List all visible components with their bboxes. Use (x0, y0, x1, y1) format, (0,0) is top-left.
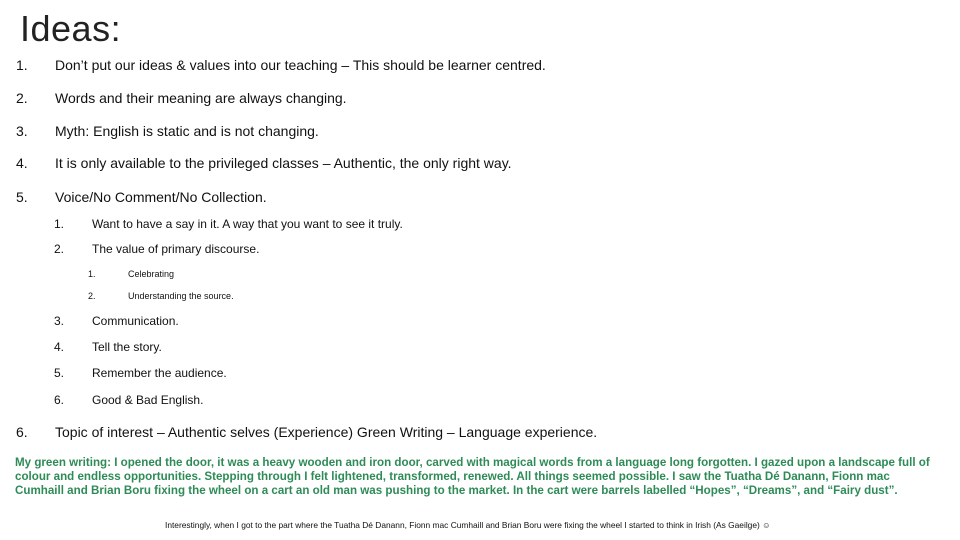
list-text: The value of primary discourse. (92, 242, 260, 256)
list-text: It is only available to the privileged classes – Authentic, the only right way. (55, 155, 512, 171)
list-number: 1. (16, 57, 28, 73)
list-text: Topic of interest – Authentic selves (Experience) Green Writing – Language experience. (55, 424, 598, 440)
list-text: Remember the audience. (92, 366, 227, 380)
list-text: Don’t put our ideas & values into our teaching – This should be learner centred. (55, 57, 546, 73)
list-number: 3. (16, 123, 28, 139)
list-text: Celebrating (128, 269, 175, 279)
list-text: Voice/No Comment/No Collection. (55, 189, 267, 205)
list-number: 1. (54, 217, 65, 231)
list-number: 3. (54, 314, 65, 328)
list-number: 2. (16, 90, 28, 106)
footnote: Interestingly, when I got to the part where the Tuatha Dé Danann, Fionn mac Cumhaill and Brian Boru were fixing the wheel I started to think in Irish (As Gaeilge) ☺ (165, 520, 771, 530)
list-number: 5. (54, 366, 65, 380)
list-number: 1. (88, 269, 96, 279)
list-text: Tell the story. (92, 340, 162, 354)
list-text: Words and their meaning are always changing. (55, 90, 347, 106)
list-text: Want to have a say in it. A way that you want to see it truly. (92, 217, 403, 231)
list-text: Good & Bad English. (92, 393, 204, 407)
list-number: 4. (54, 340, 65, 354)
list-number: 5. (16, 189, 28, 205)
list-number: 6. (16, 424, 28, 440)
list-number: 2. (54, 242, 65, 256)
list-text: Communication. (92, 314, 179, 328)
list-number: 4. (16, 155, 28, 171)
list-text: Understanding the source. (128, 291, 234, 301)
list-number: 6. (54, 393, 65, 407)
list-text: Myth: English is static and is not changing. (55, 123, 319, 139)
list-number: 2. (88, 291, 96, 301)
green-writing-paragraph: My green writing: I opened the door, it was a heavy wooden and iron door, carved with magical words from a language long forgotten. I gazed upon a landscape full of colour and endless opportunities. Stepping through I felt lightened, transformed, renewed. All things seemed possible. I saw the Tuatha Dé Danann, Fionn mac Cumhaill and Brian Boru fixing the wheel on a cart an old man was pushing to the market. In the cart were barrels labelled “Hopes”, “Dreams”, and “Fairy dust”. (15, 456, 930, 498)
slide-title: Ideas: (20, 8, 122, 49)
